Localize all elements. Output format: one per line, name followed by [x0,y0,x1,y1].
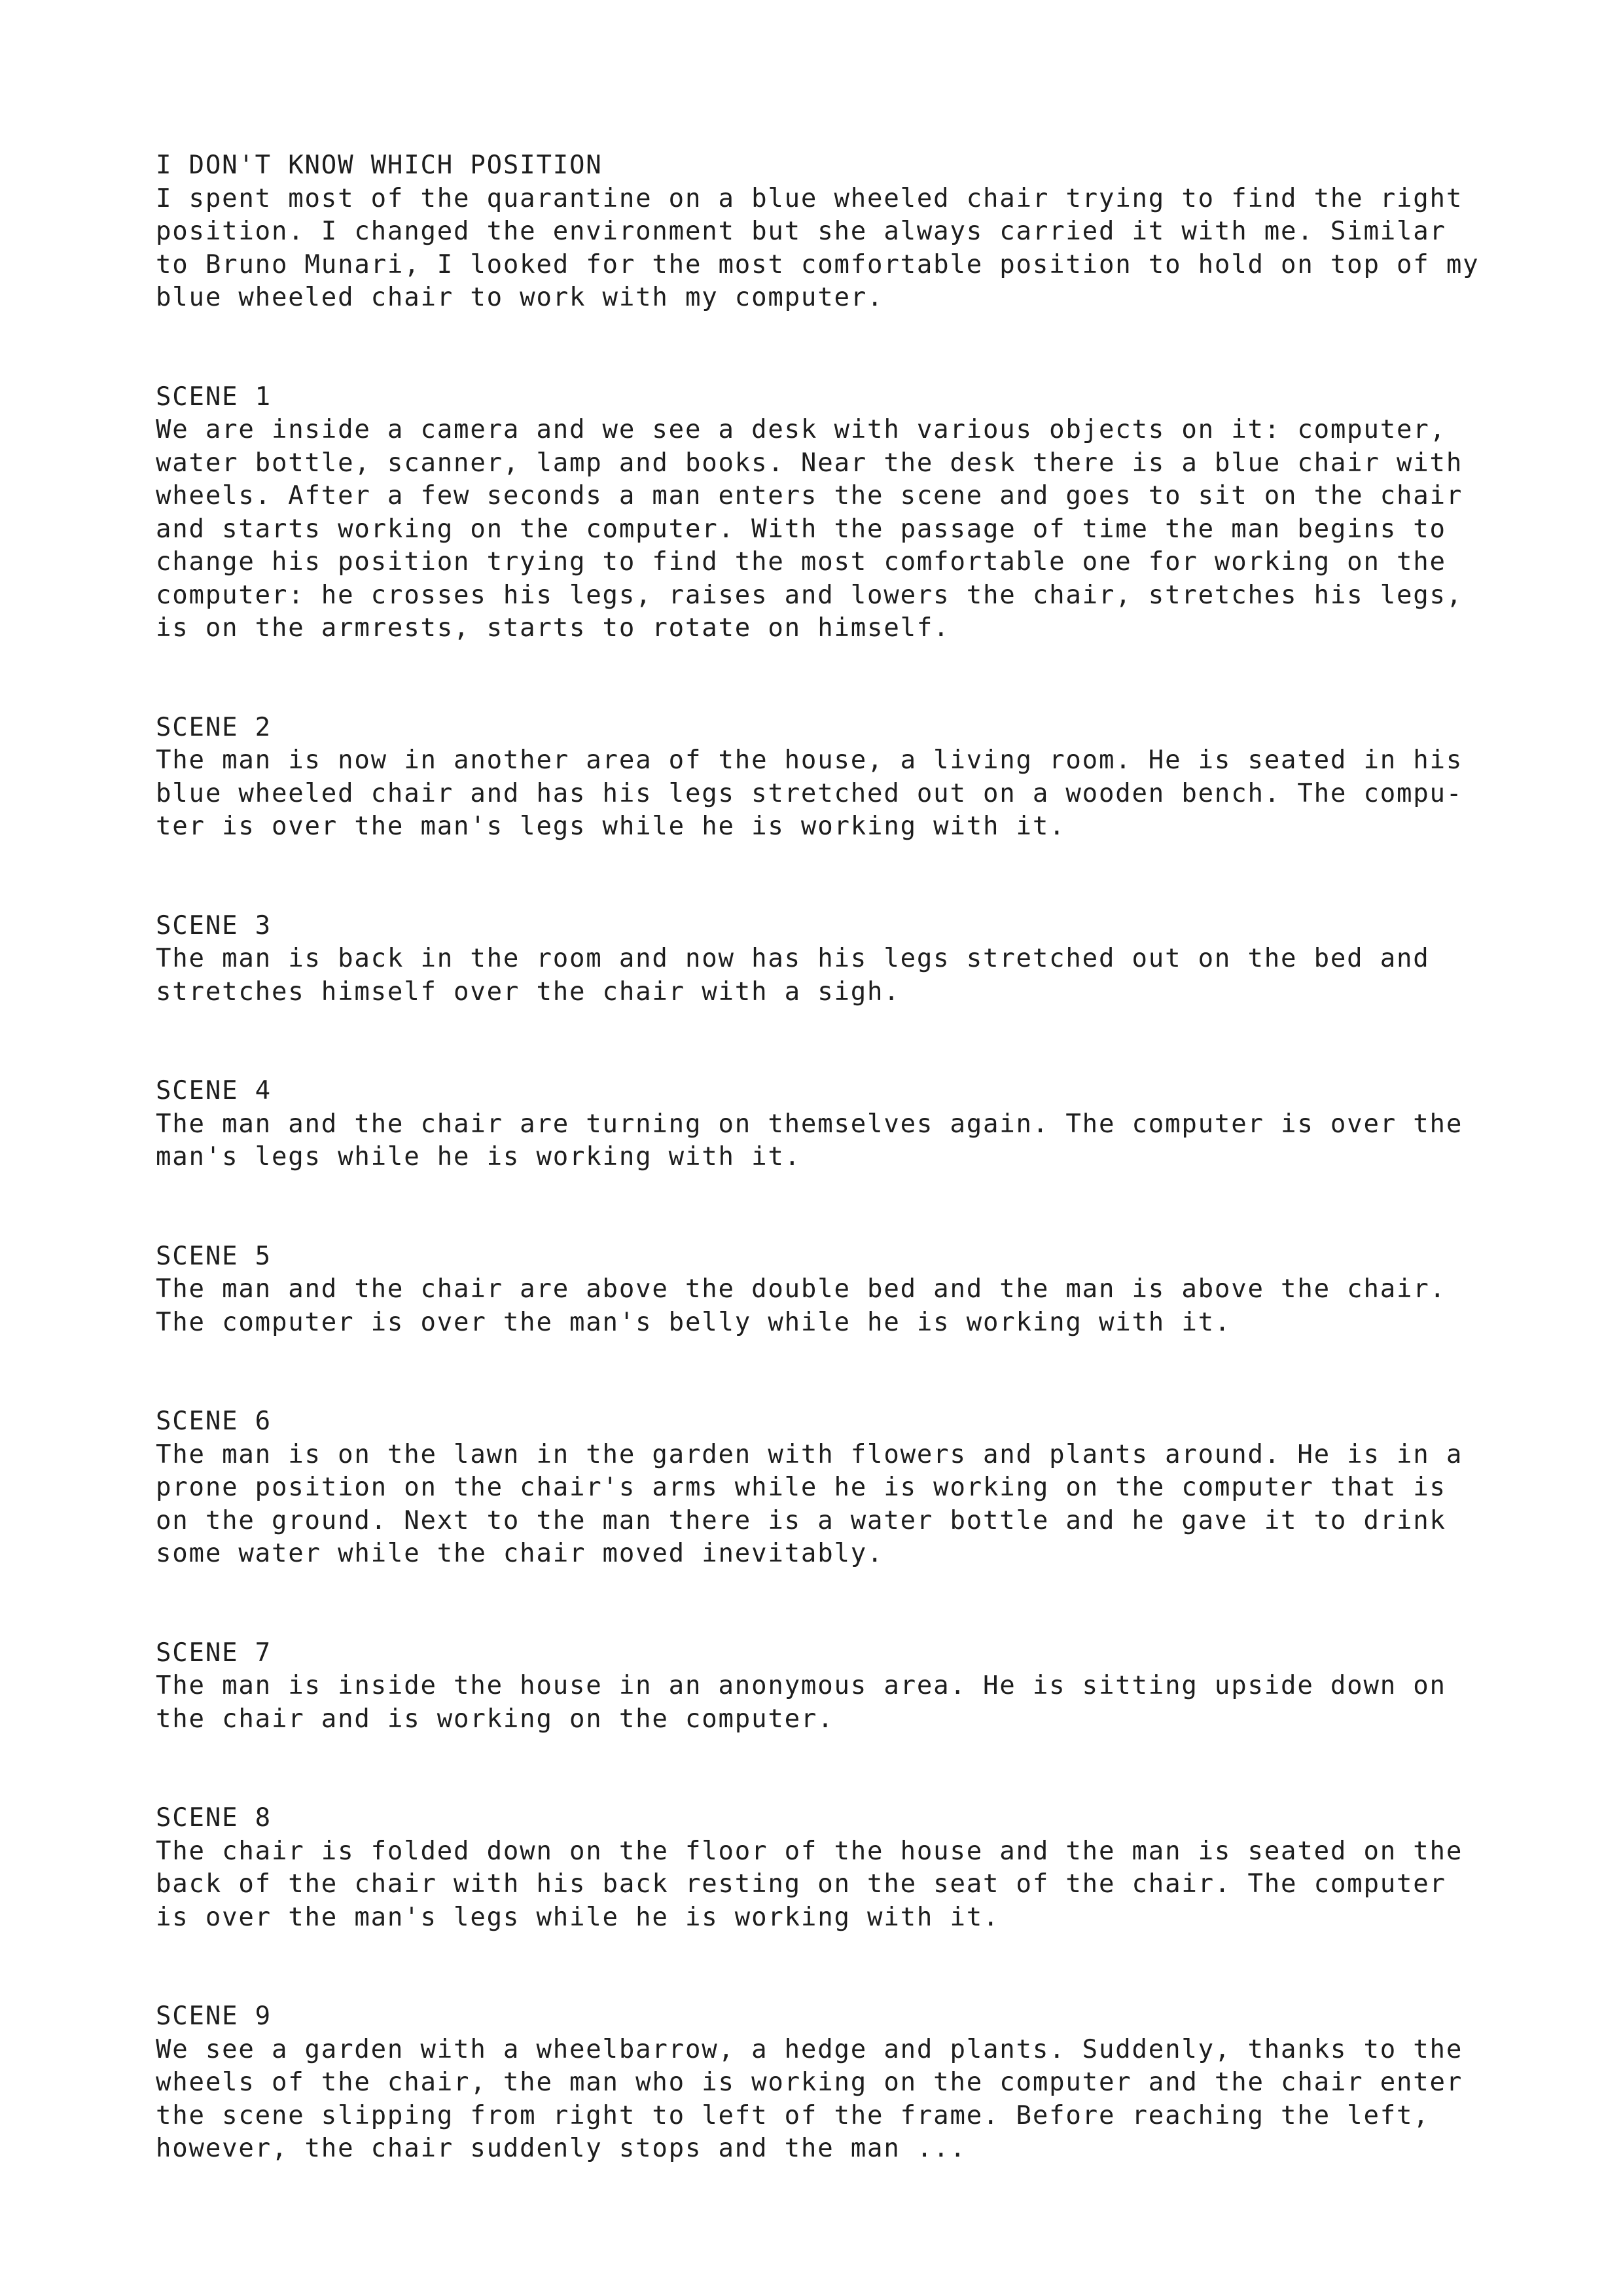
scene-heading: SCENE 6 [156,1407,272,1436]
scene-heading: SCENE 4 [156,1076,272,1105]
scene-line: The chair is folded down on the floor of the house and the man is seated on the [156,1836,1463,1866]
scene-line: however, the chair suddenly stops and the man ... [156,2134,967,2163]
scene-line: The man and the chair are turning on themselves again. The computer is over the [156,1109,1463,1139]
scene-heading: SCENE 2 [156,712,272,742]
scene-line: back of the chair with his back resting on the seat of the chair. The computer [156,1869,1446,1899]
section-gap [156,645,1530,711]
scene-3 [156,910,1530,1009]
scene-9 [156,2000,1530,2166]
scene-line: The man is on the lawn in the garden with flowers and plants around. He is in a [156,1439,1463,1469]
scene-line: wheels. After a few seconds a man enters the scene and goes to sit on the chair [156,481,1463,511]
scene-line: We see a garden with a wheelbarrow, a hedge and plants. Suddenly, thanks to the [156,2034,1463,2064]
document-body [156,149,1530,2166]
document-title: I DON'T KNOW WHICH POSITION [156,151,603,180]
scene-heading: SCENE 5 [156,1241,272,1271]
scene-8 [156,1802,1530,1934]
section-gap [156,1009,1530,1075]
scene-2 [156,711,1530,844]
scene-line: is over the man's legs while he is working with it. [156,1902,1000,1932]
section-gap [156,844,1530,910]
scene-1 [156,381,1530,645]
scene-5 [156,1240,1530,1340]
scene-line: computer: he crosses his legs, raises and lowers the chair, stretches his legs, [156,580,1463,610]
scene-line: ter is over the man's legs while he is working with it. [156,812,1066,841]
intro-line: to Bruno Munari, I looked for the most comfortable position to hold on top of my [156,249,1480,279]
scene-line: prone position on the chair's arms while he is working on the computer that is [156,1473,1446,1502]
scene-line: The man is inside the house in an anonymous area. He is sitting upside down on [156,1671,1446,1700]
intro-line: I spent most of the quarantine on a blue wheeled chair trying to find the right [156,183,1463,213]
scene-line: the scene slipping from right to left of the frame. Before reaching the left, [156,2100,1430,2130]
scene-line: wheels of the chair, the man who is working on the computer and the chair enter [156,2068,1463,2097]
section-gap [156,315,1530,381]
scene-line: The computer is over the man's belly while he is working with it. [156,1307,1232,1337]
scene-heading: SCENE 3 [156,910,272,941]
intro-line: blue wheeled chair to work with my computer. [156,283,884,312]
scene-heading: SCENE 1 [156,382,272,412]
scene-heading: SCENE 9 [156,2001,272,2031]
scene-heading: SCENE 8 [156,1803,272,1833]
intro-section [156,149,1530,315]
section-gap [156,1571,1530,1637]
scene-line: The man is now in another area of the house, a living room. He is seated in his [156,745,1463,775]
scene-line: stretches himself over the chair with a sigh. [156,977,901,1007]
scene-6 [156,1405,1530,1571]
section-gap [156,1934,1530,2000]
scene-line: and starts working on the computer. With the passage of time the man begins to [156,514,1446,544]
intro-line: position. I changed the environment but she always carried it with me. Similar [156,217,1446,246]
scene-line: water bottle, scanner, lamp and books. Near the desk there is a blue chair with [156,448,1463,478]
scene-line: man's legs while he is working with it. [156,1142,801,1172]
scene-line: change his position trying to find the most comfortable one for working on the [156,547,1446,577]
scene-line: The man and the chair are above the double bed and the man is above the chair. [156,1274,1446,1304]
scene-line: on the ground. Next to the man there is a water bottle and he gave it to drink [156,1505,1446,1535]
scene-line: We are inside a camera and we see a desk with various objects on it: computer, [156,415,1446,444]
section-gap [156,1736,1530,1802]
scene-4 [156,1075,1530,1174]
scene-line: The man is back in the room and now has his legs stretched out on the bed and [156,944,1430,973]
scene-line: the chair and is working on the computer. [156,1704,834,1734]
section-gap [156,1339,1530,1405]
scene-line: blue wheeled chair and has his legs stretched out on a wooden bench. The compu- [156,778,1463,808]
scene-line: is on the armrests, starts to rotate on himself. [156,613,950,643]
section-gap [156,1174,1530,1240]
scene-heading: SCENE 7 [156,1638,272,1668]
scene-7 [156,1637,1530,1736]
scene-line: some water while the chair moved inevitably. [156,1539,884,1568]
